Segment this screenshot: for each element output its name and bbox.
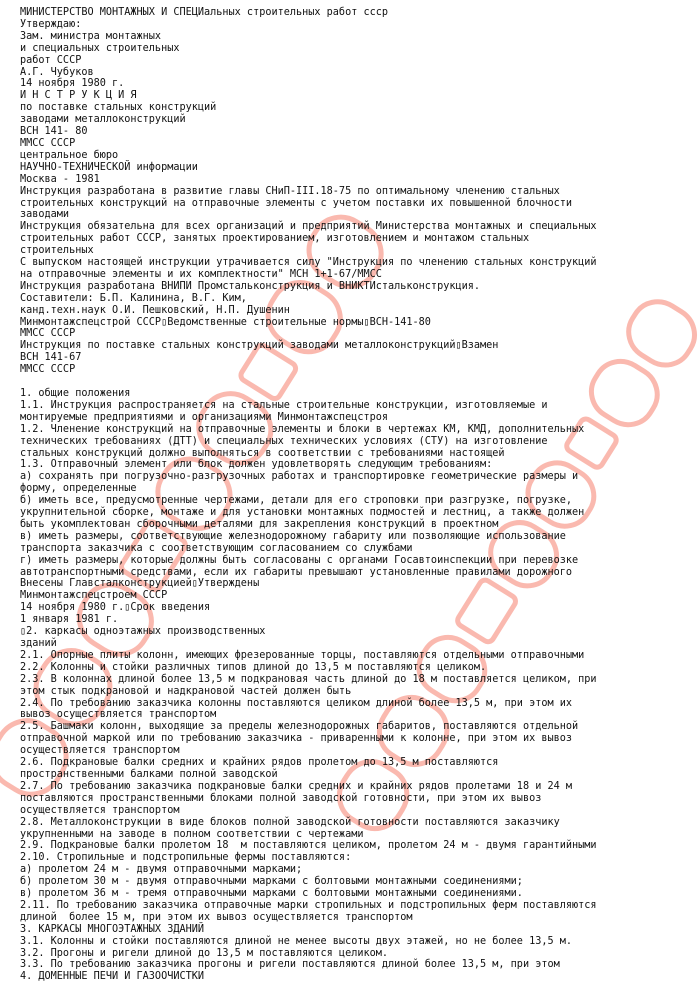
text-line: заводами металлоконструкций <box>20 114 186 126</box>
text-line: зданий <box>20 638 57 650</box>
text-line: и специальных строительных <box>20 42 180 54</box>
text-line: пространственными балками полной заводской <box>20 768 278 780</box>
text-line: 3.1. Колонны и стойки поставляются длиной не менее высоты двух этажей, но не более 13,5 м. <box>20 935 573 947</box>
text-line: Инструкция по поставке стальных конструкций заводами металлоконструкций▯Взамен <box>20 340 499 352</box>
text-line: б) пролетом 30 м - двумя отправочными марками с болтовыми монтажными соединениями; <box>20 876 523 888</box>
text-line: 2.8. Металлоконструкции в виде блоков полной заводской готовности поставляются заказчику <box>20 816 560 828</box>
text-line: монтируемые предприятиями и организациями Минмонтажспецстроя <box>20 411 389 423</box>
text-line: ВСН 141- 80 <box>20 126 88 138</box>
text-line: вывоз осуществляется транспортом <box>20 709 217 721</box>
text-line: заводами <box>20 209 70 221</box>
text-line: 2.3. В колоннах длиной более 13,5 м подкрановая часть длиной до 18 м поставляется целиком, при <box>20 673 597 685</box>
text-line: длиной более 15 м, при этом их вывоз осуществляется транспортом <box>20 911 413 923</box>
text-line: работ СССР <box>20 54 82 66</box>
text-line: Минмонтажспецстроем СССР <box>20 590 168 602</box>
text-line: а) сохранять при погрузочно-разгрузочных работах и транспортировке геометрические размеры и <box>20 471 579 483</box>
text-line: 1.2. Членение конструкций на отправочные элементы и блоки в чертежах КМ, КМД, дополнительных <box>20 423 585 435</box>
text-line: Зам. министра монтажных <box>20 30 162 42</box>
text-line: автотранспортными средствами, если их габариты превышают установленные правилами дорожного <box>20 566 573 578</box>
text-line: ММСС СССР <box>20 328 76 340</box>
text-line: ММСС СССР <box>20 137 76 149</box>
text-line: в) иметь размеры, соответствующие железнодорожному габариту или позволяющие использование <box>20 530 566 542</box>
text-line: Инструкция разработана в развитие главы СНиП-III.18-75 по оптимальному членению стальных <box>20 185 560 197</box>
text-line: 2.5. Башмаки колонн, выходящие за пределы железнодорожных габаритов, поставляются отдельной <box>20 721 579 733</box>
text-line: МИНИСТЕРСТВО МОНТАЖНЫХ И СПЕЦИальных строительных работ ссср <box>20 7 389 18</box>
text-line: г) иметь размеры, которые должны быть согласованы с органами Госавтоинспекции при перевозке <box>20 554 579 566</box>
text-line: в) пролетом 36 м - тремя отправочными марками с болтовыми монтажными соединениями. <box>20 888 523 900</box>
text-line: А.Г. Чубуков <box>20 66 94 78</box>
text-line: на отправочные элементы и их комплектности" МСН 1+1-67/ММСС <box>20 268 382 280</box>
text-line: технических требованиях (ДТТ) и специальных технических условиях (СТУ) на изготовление <box>20 435 548 447</box>
text-line: 2.6. Подкрановые балки средних и крайних рядов пролетом до 13,5 м поставляются <box>20 757 499 769</box>
text-line: И Н С Т Р У К Ц И Я <box>20 90 137 102</box>
text-line: С выпуском настоящей инструкции утрачивается силу "Инструкция по членению стальных конструкций <box>20 257 597 269</box>
text-line: транспорта заказчика с соответствующим согласованием со службами <box>20 542 413 554</box>
document-text <box>20 7 692 983</box>
text-line: 2.7. По требованию заказчика подкрановые балки средних и крайних рядов пролетами 18 и 24 м <box>20 780 573 792</box>
text-line: 1.1. Инструкция распространяется на стальные строительные конструкции, изготовляемые и <box>20 399 548 411</box>
text-line: а) пролетом 24 м - двумя отправочными марками; <box>20 864 303 876</box>
text-line: укрупнительной сборке, монтаже и для установки монтажных подмостей и лестниц, а также должен <box>20 507 585 519</box>
text-line: канд.техн.наук О.И. Пешковский, Н.П. Душенин <box>20 304 290 316</box>
text-line: ВСН 141-67 <box>20 352 82 364</box>
text-line: Минмонтажспецстрой СССР▯Ведомственные строительные нормы▯ВСН-141-80 <box>20 316 431 328</box>
text-line: 3. КАРКАСЫ МНОГОЭТАЖНЫХ ЗДАНИЙ <box>20 923 205 935</box>
text-line: 2.11. По требованию заказчика отправочные марки стропильных и подстропильных ферм поставляются <box>20 899 597 911</box>
text-line <box>20 376 692 388</box>
text-line: 14 ноября 1980 г. <box>20 78 125 90</box>
text-line: 2.1. Опорные плиты колонн, имеющих фрезерованные торцы, поставляются отдельными отправочными <box>20 649 585 661</box>
text-line: 2.2. Колонны и стойки различных типов длиной до 13,5 м поставляются целиком. <box>20 661 487 673</box>
text-line: 3.2. Прогоны и ригели длиной до 13,5 м поставляются целиком. <box>20 947 389 959</box>
text-line: 14 ноября 1980 г.▯Срок введения <box>20 602 211 614</box>
text-line: 1. общие положения <box>20 387 131 399</box>
text-line: отправочной маркой или по требованию заказчика - приваренными к колонне, при этом их вывоз <box>20 733 573 745</box>
text-line: осуществляется транспортом <box>20 745 180 757</box>
text-line: ММСС СССР <box>20 364 76 376</box>
text-line: 2.9. Подкрановые балки пролетом 18 м поставляются целиком, пролетом 24 м - двумя гарантийными <box>20 840 597 852</box>
text-line: строительных работ СССР, занятых проектированием, изготовлением и монтажом стальных <box>20 233 530 245</box>
text-line: 1 января 1981 г. <box>20 614 119 626</box>
text-line: центральное бюро <box>20 149 119 161</box>
text-line: Составители: Б.П. Калинина, В.Г. Ким, <box>20 292 247 304</box>
text-line: стальных конструкций должно выполняться в соответствии с требованиями настоящей <box>20 447 505 459</box>
text-line: строительных <box>20 245 94 257</box>
text-line: по поставке стальных конструкций <box>20 102 217 114</box>
text-line: НАУЧНО-ТЕХНИЧЕСКОЙ информации <box>20 161 198 173</box>
text-line: Москва - 1981 <box>20 173 100 185</box>
text-line: строительных конструкций на отправочные элементы с учетом поставки их повышенной блочности <box>20 197 573 209</box>
text-line: б) иметь все, предусмотренные чертежами, детали для его строповки при разгрузке, погрузке, <box>20 495 573 507</box>
text-line: 3.3. По требованию заказчика прогоны и ригели поставляются длиной более 13,5 м, при этом <box>20 959 560 971</box>
text-line: осуществляется транспортом <box>20 804 180 816</box>
text-line: 2.4. По требованию заказчика колонны поставляются целиком длиной более 13,5 м, при этом их <box>20 697 573 709</box>
text-line: Инструкция разработана ВНИПИ Промстальконструкция и ВНИКТИстальконструкция. <box>20 280 481 292</box>
text-line: 2.10. Стропильные и подстропильные фермы поставляются: <box>20 852 352 864</box>
text-line: Инструкция обязательна для всех организаций и предприятий Министерства монтажных и специальных <box>20 221 597 233</box>
text-line: быть укомплектован сборочными деталями для закрепления конструкций в проектном <box>20 518 499 530</box>
text-line: Внесены Главсталконструкцией▯Утверждены <box>20 578 260 590</box>
text-line: Утверждаю: <box>20 18 82 30</box>
text-line: поставляются пространственными блоками полной заводской готовности, при этом их вывоз <box>20 792 542 804</box>
text-line: этом стык подкрановой и надкрановой частей должен быть <box>20 685 352 697</box>
text-line: ▯2. каркасы одноэтажных производственных <box>20 626 266 638</box>
text-line: форму, определенные <box>20 483 137 495</box>
text-line: 4. ДОМЕННЫЕ ПЕЧИ И ГАЗООЧИСТКИ <box>20 971 205 983</box>
text-line: 1.3. Отправочный элемент или блок должен удовлетворять следующим требованиям: <box>20 459 493 471</box>
text-line: укрупненными на заводе в полном соответствии с чертежами <box>20 828 364 840</box>
